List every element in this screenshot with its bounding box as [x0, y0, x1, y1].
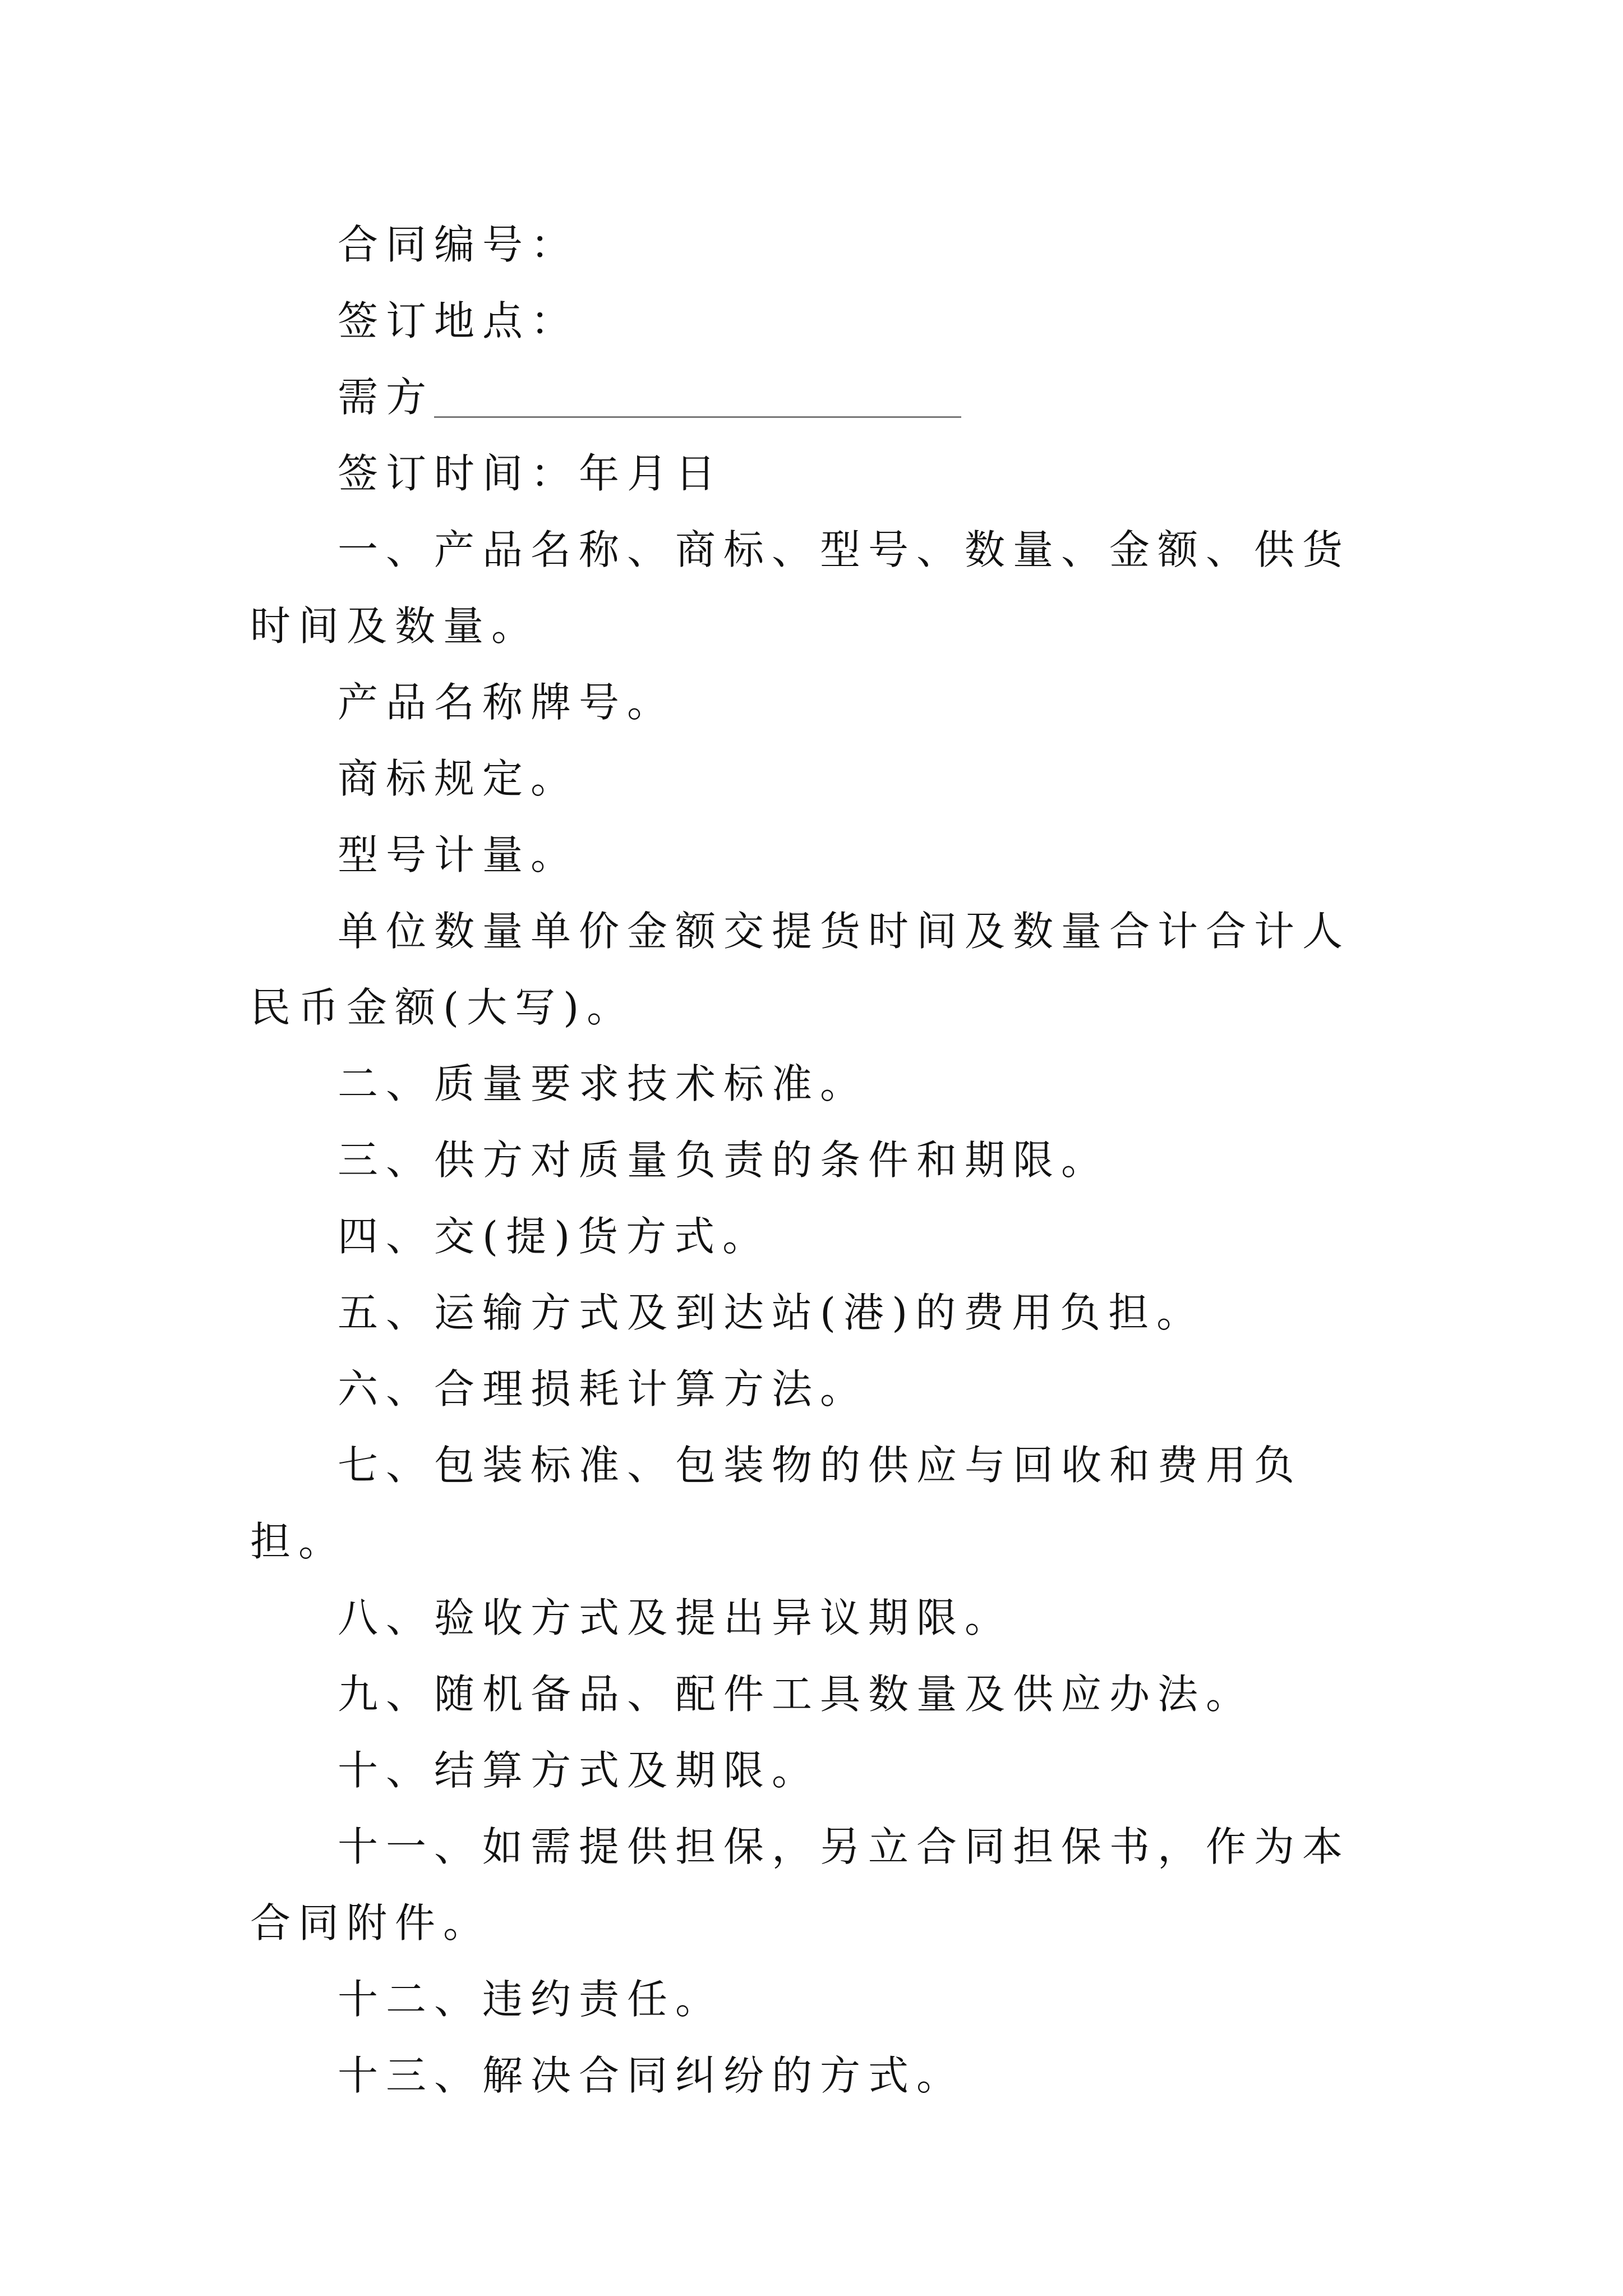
- clause-10: 十、结算方式及期限。: [338, 1747, 820, 1794]
- clause-8: 八、验收方式及提出异议期限。: [338, 1594, 1013, 1641]
- clause-13: 十三、解决合同纠纷的方式。: [338, 2052, 965, 2099]
- clause-1-brand: 商标规定。: [338, 755, 579, 802]
- clause-7: 七、包装标准、包装物的供应与回收和费用负担。: [250, 1442, 1303, 1565]
- clause-11: 十一、如需提供担保，另立合同担保书，作为本合同附件。: [250, 1823, 1351, 1947]
- buyer-label: 需方: [338, 374, 435, 421]
- clause-1-model: 型号计量。: [338, 831, 579, 878]
- clause-2: 二、质量要求技术标准。: [338, 1060, 869, 1107]
- buyer-blank-field: [434, 375, 961, 418]
- contract-body: [250, 206, 1394, 2114]
- signing-place-label: 签订地点：: [338, 297, 579, 344]
- clause-3: 三、供方对质量负责的条件和期限。: [338, 1137, 1110, 1184]
- buyer-line: [250, 359, 1394, 435]
- clause-6: 六、合理损耗计算方法。: [338, 1365, 869, 1412]
- clause-5: 五、运输方式及到达站(港)的费用负担。: [338, 1289, 1205, 1336]
- clause-1: 一、产品名称、商标、型号、数量、金额、供货时间及数量。: [250, 526, 1351, 650]
- clause-12: 十二、违约责任。: [338, 1976, 724, 2023]
- clause-4: 四、交(提)货方式。: [338, 1213, 771, 1260]
- clause-9: 九、随机备品、配件工具数量及供应办法。: [338, 1671, 1255, 1718]
- signing-time-label: 签订时间：年月日: [338, 450, 724, 497]
- clause-1-product-name: 产品名称牌号。: [338, 679, 676, 726]
- contract-number-label: 合同编号：: [338, 221, 579, 268]
- clause-1-units: 单位数量单价金额交提货时间及数量合计合计人民币金额(大写)。: [250, 908, 1351, 1031]
